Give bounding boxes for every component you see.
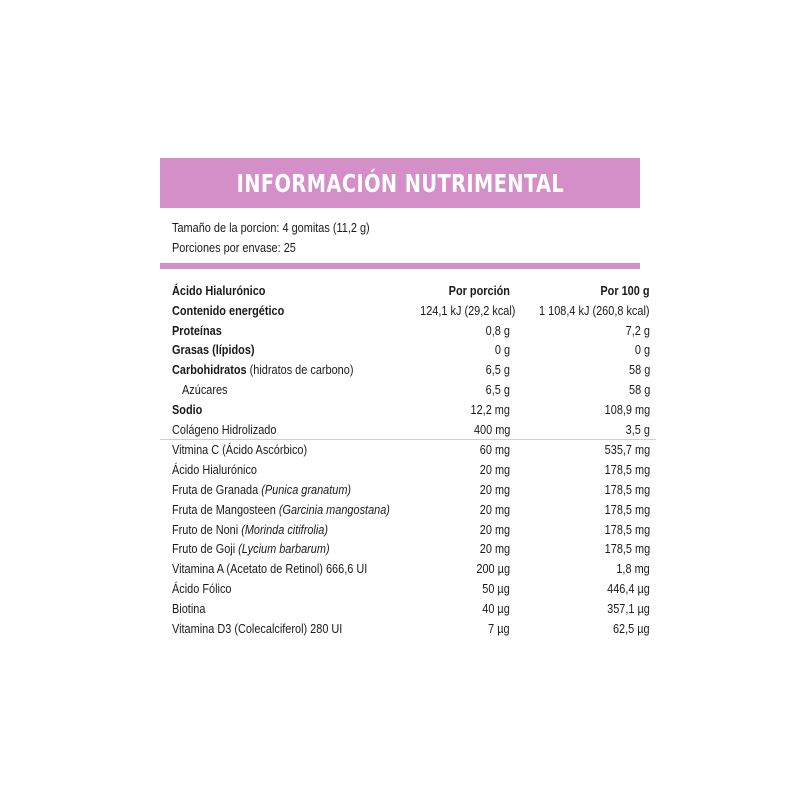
table-row	[160, 440, 656, 460]
row-name: Ácido Fólico	[172, 580, 232, 596]
table-row	[160, 599, 656, 619]
row-per-portion: 20 mg	[479, 521, 510, 537]
row-per-portion: 20 mg	[479, 462, 510, 478]
row-name-note: (hidratos de carbono)	[246, 362, 354, 378]
row-name: Sodio	[172, 401, 203, 417]
row-per-portion: 6,5 g	[485, 362, 510, 378]
table-row	[160, 539, 656, 559]
row-per-portion: 20 mg	[479, 541, 510, 557]
table-row	[160, 360, 656, 380]
row-name-scientific: (Lycium barbarum)	[238, 541, 330, 557]
row-name: Biotina	[172, 600, 206, 616]
panel-title: INFORMACIÓN NUTRIMENTAL	[236, 168, 564, 198]
row-per-portion: 6,5 g	[485, 381, 510, 397]
servings-per-container: Porciones por envase: 25	[172, 240, 296, 255]
title-bar	[160, 158, 640, 208]
table-row	[160, 420, 656, 440]
row-name: Grasas (lípidos)	[172, 342, 255, 358]
row-per-100g: 178,5 mg	[604, 462, 650, 478]
row-per-100g: 357,1 µg	[607, 600, 650, 616]
table-row	[160, 579, 656, 599]
row-per-portion: 40 µg	[482, 600, 510, 616]
table-row	[160, 380, 656, 400]
row-name	[160, 480, 402, 500]
row-name: Vitamina A (Acetato de Retinol) 666,6 UI	[172, 561, 368, 577]
header-per-100g: Por 100 g	[600, 283, 650, 298]
row-name	[160, 360, 402, 380]
row-name-scientific: (Morinda citifrolia)	[241, 521, 328, 537]
row-name: Colágeno Hidrolizado	[172, 421, 277, 437]
row-per-100g: 0 g	[634, 342, 650, 358]
table-row	[160, 480, 656, 500]
row-name: Proteínas	[172, 322, 222, 338]
row-per-100g: 58 g	[628, 362, 650, 378]
row-name	[160, 539, 402, 559]
table-header-row	[160, 281, 656, 301]
row-per-100g: 178,5 mg	[604, 521, 650, 537]
row-name: Ácido Hialurónico	[172, 462, 257, 478]
row-name: Azúcares	[182, 381, 228, 397]
row-per-portion: 0 g	[494, 342, 510, 358]
row-per-portion: 124,1 kJ (29,2 kcal)	[420, 302, 516, 318]
row-name-text: Fruta de Mangosteen	[172, 501, 279, 517]
nutrition-table	[160, 281, 656, 638]
row-name	[160, 520, 402, 540]
table-row	[160, 559, 656, 579]
row-name-scientific: (Punica granatum)	[261, 481, 352, 497]
header-per-portion: Por porción	[448, 283, 510, 298]
table-row	[160, 520, 656, 540]
row-per-portion: 200 µg	[476, 561, 510, 577]
row-name: Vitmina C (Ácido Ascórbico)	[160, 440, 402, 460]
row-per-100g: 1,8 mg	[616, 561, 650, 577]
serving-info	[160, 208, 640, 261]
row-name	[160, 500, 402, 520]
row-per-portion: 20 mg	[479, 481, 510, 497]
table-row	[160, 619, 656, 639]
row-per-100g: 178,5 mg	[604, 481, 650, 497]
row-name-text: Fruta de Granada	[172, 481, 262, 497]
row-per-100g: 535,7 mg	[512, 440, 656, 460]
row-per-100g: 3,5 g	[625, 421, 650, 437]
row-per-100g: 446,4 µg	[607, 580, 650, 596]
row-per-portion: 12,2 mg	[470, 401, 510, 417]
row-per-100g: 7,2 g	[625, 322, 650, 338]
row-per-100g: 58 g	[628, 381, 650, 397]
row-per-100g: 178,5 mg	[604, 501, 650, 517]
row-per-portion: 7 µg	[488, 620, 510, 636]
row-per-100g: 62,5 µg	[613, 620, 650, 636]
row-name: Contenido energético	[172, 302, 285, 318]
row-per-portion: 50 µg	[482, 580, 510, 596]
row-name-text: Fruto de Noni	[172, 521, 242, 537]
table-row	[160, 340, 656, 360]
row-name-scientific: (Garcinia mangostana)	[278, 501, 390, 517]
accent-divider	[160, 263, 640, 269]
row-per-100g: 178,5 mg	[604, 541, 650, 557]
row-per-100g: 1 108,4 kJ (260,8 kcal)	[539, 302, 650, 318]
serving-size: Tamaño de la porcion: 4 gomitas (11,2 g)	[172, 220, 370, 235]
row-name-text: Fruto de Goji	[172, 541, 239, 557]
row-per-portion: 20 mg	[479, 501, 510, 517]
table-row	[160, 500, 656, 520]
table-row	[160, 301, 656, 321]
row-per-portion: 400 mg	[473, 421, 510, 437]
row-per-portion: 60 mg	[402, 440, 512, 460]
nutrition-facts-panel	[160, 158, 650, 638]
table-row	[160, 400, 656, 420]
row-per-100g: 108,9 mg	[604, 401, 650, 417]
row-per-portion: 0,8 g	[485, 322, 510, 338]
table-row	[160, 321, 656, 341]
row-name-bold: Carbohidratos	[172, 362, 247, 378]
row-name: Vitamina D3 (Colecalciferol) 280 UI	[172, 620, 343, 636]
table-row	[160, 460, 656, 480]
header-name: Ácido Hialurónico	[172, 283, 266, 298]
